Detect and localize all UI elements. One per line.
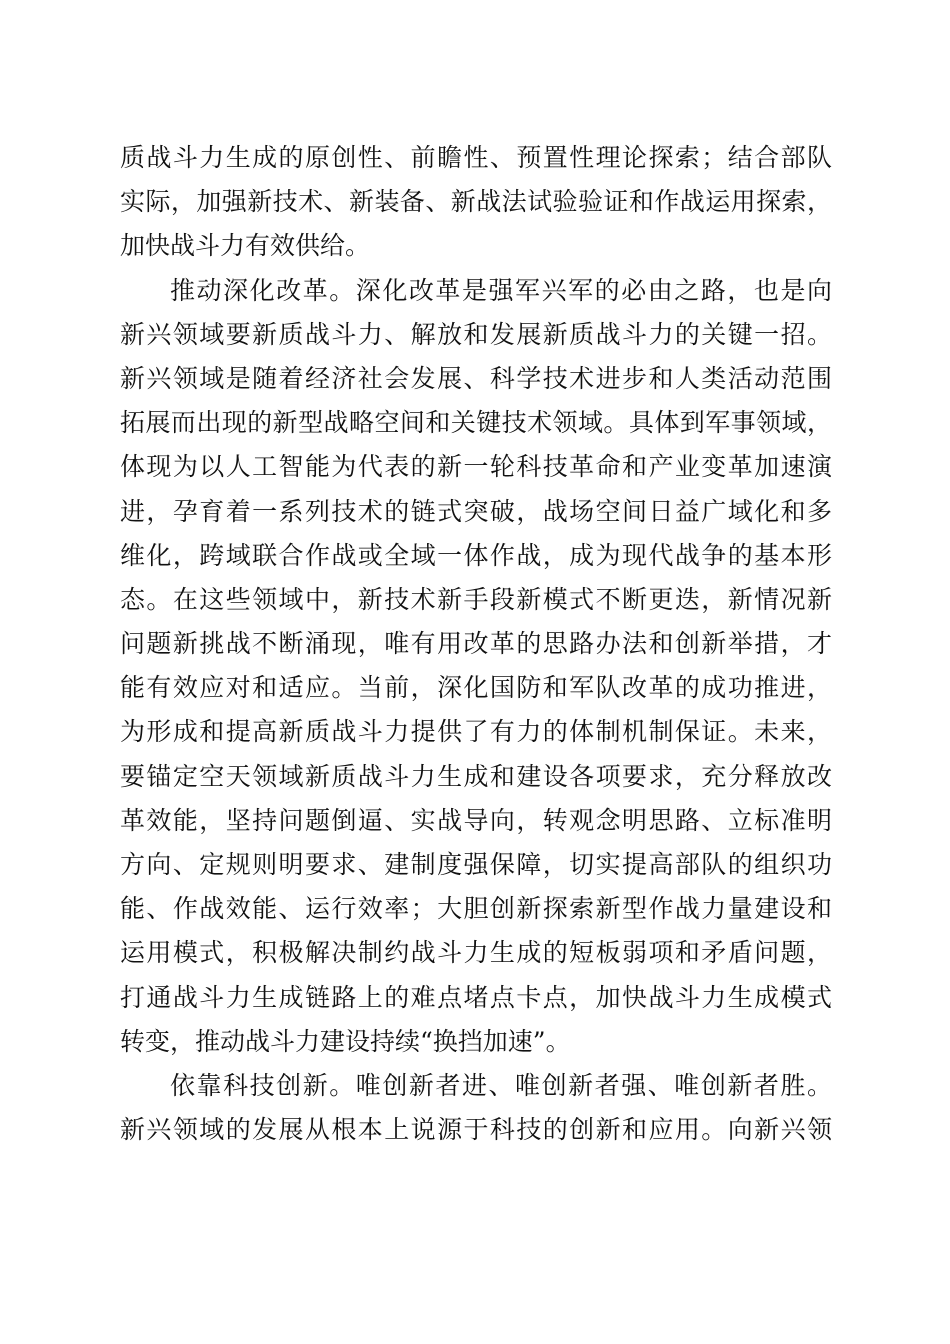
text-line: 问题新挑战不断涌现，唯有用改革的思路办法和创新举措，才	[120, 629, 832, 659]
text-line: 质战斗力生成的原创性、前瞻性、预置性理论探索；结合部队	[120, 143, 832, 172]
text-line: 进，孕育着一系列技术的链式突破，战场空间日益广域化和多	[120, 496, 832, 526]
text-line: 革效能，坚持问题倒逼、实战导向，转观念明思路、立标准明	[120, 805, 832, 835]
text-line: 体现为以人工智能为代表的新一轮科技革命和产业变革加速演	[120, 452, 832, 482]
text-line: 拓展而出现的新型战略空间和关键技术领域。具体到军事领域，	[120, 408, 832, 438]
text-line: 新兴领域是随着经济社会发展、科学技术进步和人类活动范围	[120, 363, 832, 393]
text-line: 新兴领域要新质战斗力、解放和发展新质战斗力的关键一招。	[120, 319, 832, 349]
text-line: 能、作战效能、运行效率；大胆创新探索新型作战力量建设和	[120, 894, 832, 924]
text-line: 态。在这些领域中，新技术新手段新模式不断更迭，新情况新	[120, 584, 832, 614]
paragraph-first-line: 推动深化改革。深化改革是强军兴军的必由之路，也是向	[170, 275, 832, 305]
text-line: 维化，跨域联合作战或全域一体作战，成为现代战争的基本形	[120, 540, 832, 570]
text-line: 新兴领域的发展从根本上说源于科技的创新和应用。向新兴领	[120, 1115, 832, 1145]
paragraph-first-line: 依靠科技创新。唯创新者进、唯创新者强、唯创新者胜。	[170, 1070, 832, 1100]
text-line: 实际，加强新技术、新装备、新战法试验验证和作战运用探索，	[120, 187, 832, 217]
text-line: 加快战斗力有效供给。	[120, 231, 371, 261]
text-line: 转变，推动战斗力建设持续“换挡加速”。	[120, 1026, 571, 1056]
text-line: 要锚定空天领域新质战斗力生成和建设各项要求，充分释放改	[120, 761, 832, 791]
body-text	[120, 136, 832, 1152]
text-line: 方向、定规则明要求、建制度强保障，切实提高部队的组织功	[120, 850, 832, 879]
text-line: 打通战斗力生成链路上的难点堵点卡点，加快战斗力生成模式	[120, 982, 832, 1012]
text-line: 为形成和提高新质战斗力提供了有力的体制机制保证。未来，	[120, 717, 832, 747]
text-line: 运用模式，积极解决制约战斗力生成的短板弱项和矛盾问题，	[120, 938, 832, 968]
text-line: 能有效应对和适应。当前，深化国防和军队改革的成功推进，	[120, 673, 832, 703]
